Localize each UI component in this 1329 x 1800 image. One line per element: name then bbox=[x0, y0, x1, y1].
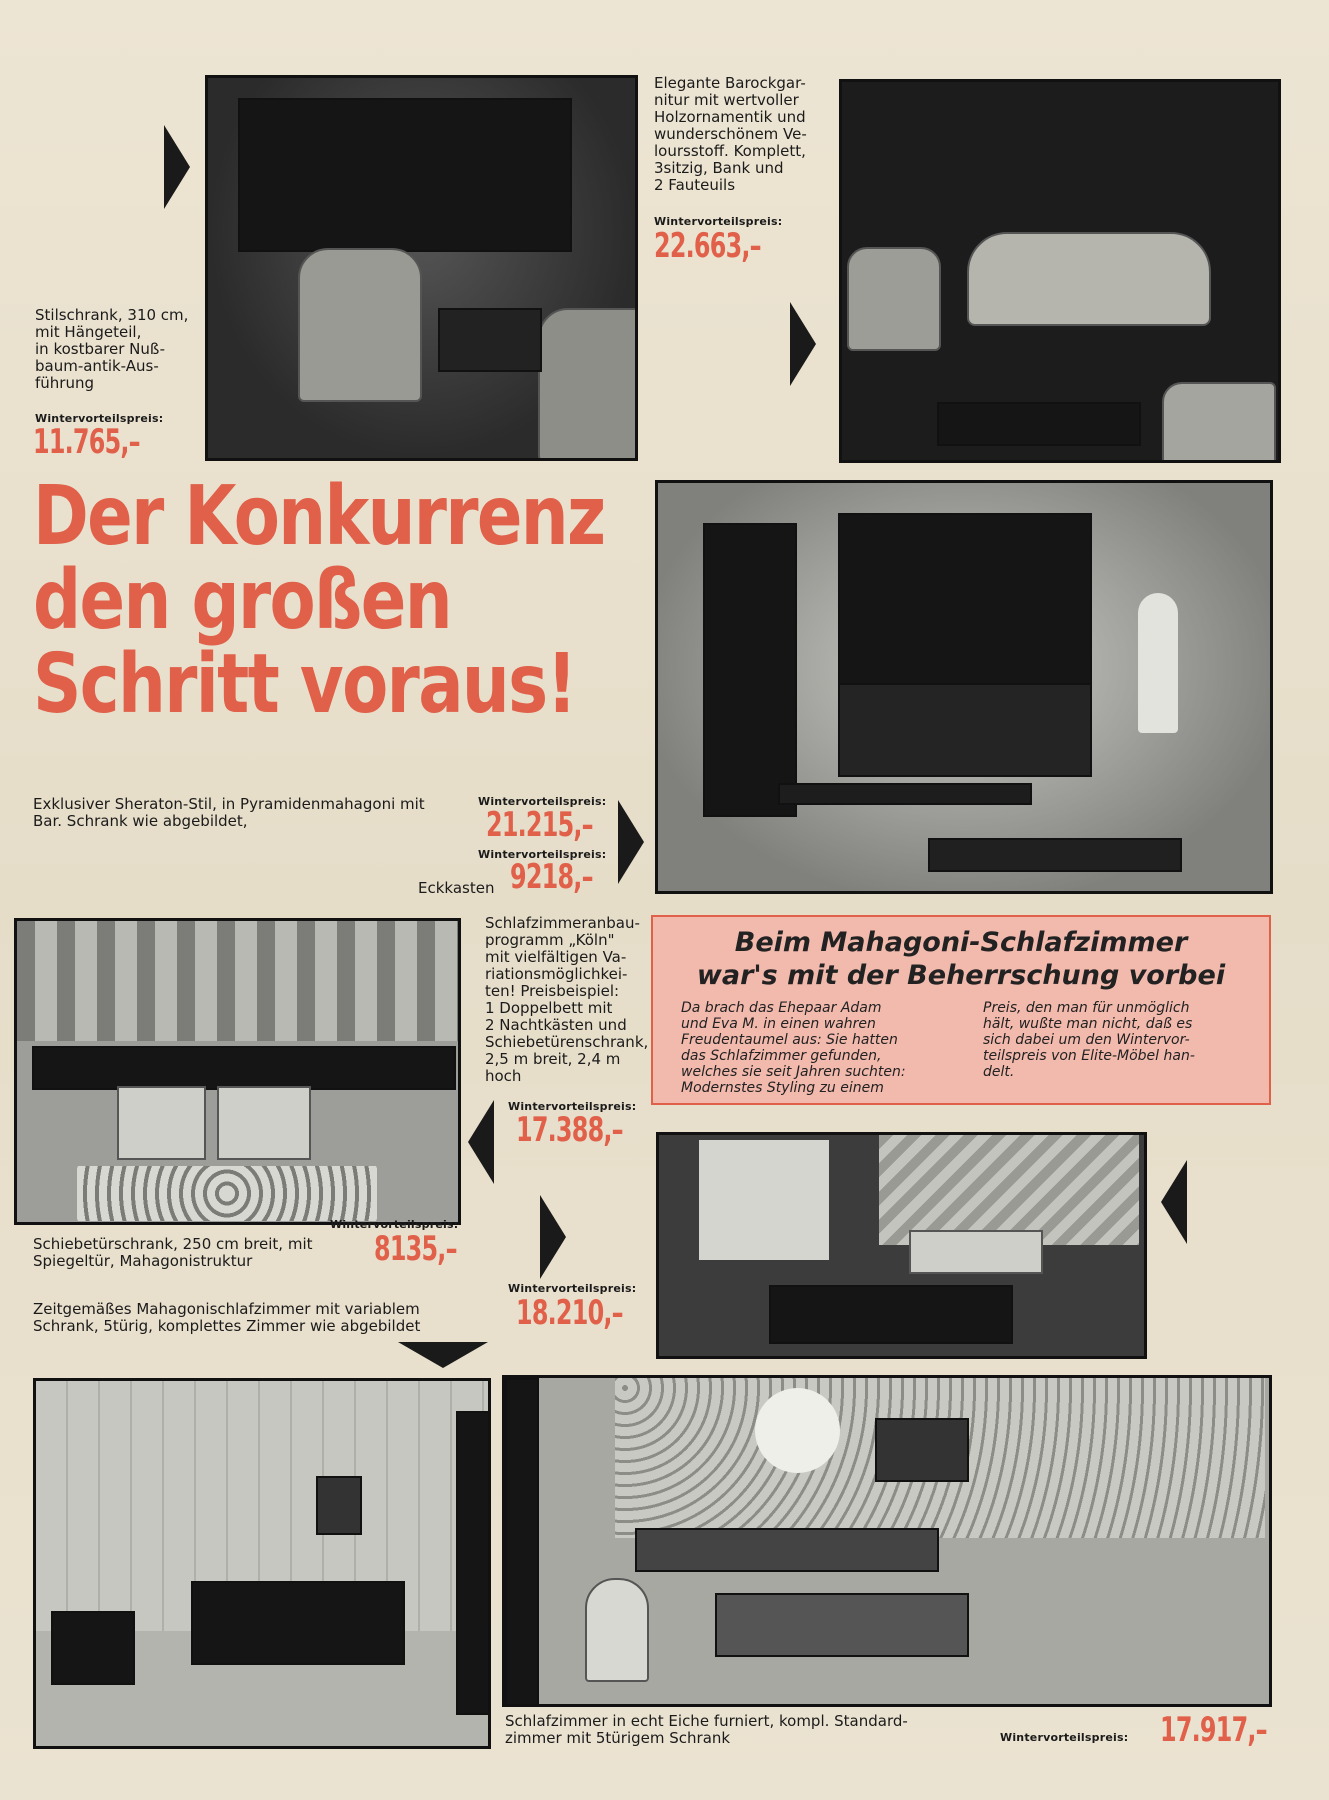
arrow-right-icon bbox=[164, 125, 190, 209]
caption-line: 3sitzig, Bank und bbox=[654, 159, 784, 177]
story-box bbox=[651, 915, 1271, 1105]
caption-line: ten! Preisbeispiel: bbox=[485, 982, 620, 1000]
caption-schiebe bbox=[33, 1236, 363, 1270]
price-stilschrank: 11.765,– bbox=[33, 422, 140, 462]
curtain-shape bbox=[699, 1140, 829, 1260]
arrow-left-icon bbox=[1161, 1160, 1187, 1244]
caption-line: riationsmöglichkei- bbox=[485, 965, 628, 983]
sofa-shape bbox=[967, 232, 1211, 326]
price-label: Wintervorteilspreis: bbox=[508, 1282, 637, 1295]
caption-line: zimmer mit 5türigem Schrank bbox=[505, 1729, 731, 1747]
caption-line: nitur mit wertvoller bbox=[654, 91, 799, 109]
price-schiebe: 8135,– bbox=[374, 1229, 457, 1269]
arrow-right-icon bbox=[790, 302, 816, 386]
picture-frame bbox=[875, 1418, 969, 1482]
arrow-down-icon bbox=[398, 1342, 488, 1368]
caption-line: Spiegeltür, Mahagonistruktur bbox=[33, 1252, 253, 1270]
arrow-left-icon bbox=[468, 1100, 494, 1184]
story-title-line: war's mit der Beherrschung vorbei bbox=[696, 960, 1226, 991]
wardrobe-shape bbox=[505, 1378, 539, 1707]
caption-line: loursstoff. Komplett, bbox=[654, 142, 806, 160]
story-line: Modernstes Styling zu einem bbox=[681, 1080, 884, 1096]
caption-koeln bbox=[485, 914, 649, 1085]
photo-barock bbox=[839, 79, 1281, 463]
photo-schiebe bbox=[656, 1132, 1147, 1359]
caption-line: Zeitgemäßes Mahagonischlafzimmer mit variablem bbox=[33, 1300, 420, 1318]
caption-line: Holzornamentik und bbox=[654, 108, 806, 126]
photo-stilschrank bbox=[205, 75, 638, 461]
table-shape bbox=[769, 1285, 1013, 1344]
price-eckkasten: 9218,– bbox=[510, 857, 593, 897]
arrow-right-icon bbox=[618, 800, 644, 884]
headline bbox=[33, 469, 605, 732]
caption-stilschrank bbox=[35, 307, 195, 392]
table-shape bbox=[937, 402, 1141, 446]
caption-line: mit vielfältigen Va- bbox=[485, 948, 627, 966]
rug-shape bbox=[77, 1166, 377, 1221]
story-line: Da brach das Ehepaar Adam bbox=[681, 1000, 882, 1016]
story-title-line: Beim Mahagoni-Schlafzimmer bbox=[734, 927, 1188, 958]
caption-line: baum-antik-Aus- bbox=[35, 357, 159, 375]
bed-shape bbox=[217, 1086, 311, 1160]
caption-line: hoch bbox=[485, 1067, 522, 1085]
armchair-shape bbox=[1162, 382, 1276, 463]
price-label: Wintervorteilspreis: bbox=[654, 215, 783, 228]
caption-line: Stilschrank, 310 cm, bbox=[35, 306, 189, 324]
photo-koeln bbox=[14, 918, 461, 1225]
photo-sheraton bbox=[655, 480, 1273, 894]
caption-line: Schiebetürschrank, 250 cm breit, mit bbox=[33, 1235, 313, 1253]
picture-frame bbox=[316, 1476, 362, 1535]
story-line: teilspreis von Elite-Möbel han- bbox=[983, 1048, 1195, 1064]
price-label: Wintervorteilspreis: bbox=[508, 1100, 637, 1113]
price-barock: 22.663,– bbox=[654, 226, 761, 266]
story-line: delt. bbox=[983, 1064, 1015, 1080]
story-line: hält, wußte man nicht, daß es bbox=[983, 1016, 1193, 1032]
photo-zeitgemaess bbox=[33, 1378, 491, 1749]
caption-line: 2 Nachtkästen und bbox=[485, 1016, 627, 1034]
armchair-shape bbox=[298, 248, 422, 402]
caption-line: wunderschönem Ve- bbox=[654, 125, 807, 143]
price-sheraton: 21.215,– bbox=[486, 805, 593, 845]
story-line: sich dabei um den Wintervor- bbox=[983, 1032, 1190, 1048]
price-label: Wintervorteilspreis: bbox=[478, 795, 607, 808]
price-label: Wintervorteilspreis: bbox=[478, 848, 607, 861]
wallpaper-palms bbox=[17, 921, 458, 1041]
price-label: Wintervorteilspreis: bbox=[330, 1218, 459, 1231]
armchair-shape bbox=[538, 308, 638, 461]
caption-line: 2,5 m breit, 2,4 m bbox=[485, 1050, 621, 1068]
birdcage-shape bbox=[585, 1578, 649, 1682]
story-line: und Eva M. in einen wahren bbox=[681, 1016, 876, 1032]
caption-line: Elegante Barockgar- bbox=[654, 74, 806, 92]
story-column-2 bbox=[983, 1000, 1253, 1080]
price-eiche: 17.917,– bbox=[1160, 1710, 1267, 1750]
caption-eiche bbox=[505, 1713, 965, 1747]
price-zeitgemaess: 18.210,– bbox=[516, 1293, 623, 1333]
headboard-shape bbox=[635, 1528, 939, 1572]
caption-zeitgemaess bbox=[33, 1301, 493, 1335]
headline-line: Schritt voraus! bbox=[33, 637, 576, 732]
price-label: Wintervorteilspreis: bbox=[35, 412, 164, 425]
story-line: Freudentaumel aus: Sie hatten bbox=[681, 1032, 898, 1048]
caption-line: 2 Fauteuils bbox=[654, 176, 736, 194]
arrow-right-icon bbox=[540, 1195, 566, 1279]
table-shape bbox=[778, 783, 1032, 805]
armchair-shape bbox=[847, 247, 941, 351]
story-line: das Schlafzimmer gefunden, bbox=[681, 1048, 882, 1064]
statue-shape bbox=[1138, 593, 1178, 733]
lamp-shape bbox=[755, 1388, 840, 1473]
corner-cabinet-shape bbox=[703, 523, 797, 817]
caption-line: Schlafzimmer in echt Eiche furniert, kompl. Standard- bbox=[505, 1712, 908, 1730]
story-column-1 bbox=[681, 1000, 951, 1096]
price-koeln: 17.388,– bbox=[516, 1110, 623, 1150]
headline-line: den großen bbox=[33, 553, 451, 648]
cabinet-shape bbox=[238, 98, 572, 252]
caption-line: Exklusiver Sheraton-Stil, in Pyramidenmahagoni mit bbox=[33, 795, 425, 813]
caption-line: in kostbarer Nuß- bbox=[35, 340, 166, 358]
table-shape bbox=[438, 308, 542, 372]
headline-line: Der Konkurrenz bbox=[33, 469, 605, 564]
bed-shape bbox=[191, 1581, 405, 1665]
story-line: welches sie seit Jahren suchten: bbox=[681, 1064, 906, 1080]
bed-shape bbox=[715, 1593, 969, 1657]
bench-shape bbox=[928, 838, 1182, 872]
price-label: Wintervorteilspreis: bbox=[1000, 1731, 1129, 1744]
caption-sheraton bbox=[33, 796, 473, 830]
photo-eiche bbox=[502, 1375, 1272, 1707]
sideboard-shape bbox=[838, 683, 1092, 777]
dresser-shape bbox=[51, 1611, 135, 1685]
caption-line: Schrank, 5türig, komplettes Zimmer wie abgebildet bbox=[33, 1317, 421, 1335]
caption-line: führung bbox=[35, 374, 94, 392]
bed-shape bbox=[117, 1086, 206, 1160]
caption-line: 1 Doppelbett mit bbox=[485, 999, 613, 1017]
caption-line: Bar. Schrank wie abgebildet, bbox=[33, 812, 248, 830]
caption-line: mit Hängeteil, bbox=[35, 323, 142, 341]
caption-barock bbox=[654, 75, 829, 194]
caption-line: Schiebetürenschrank, bbox=[485, 1033, 649, 1051]
caption-line: Schlafzimmeranbau- bbox=[485, 914, 640, 932]
wallpaper-shape bbox=[879, 1135, 1139, 1245]
headboard-shape bbox=[32, 1046, 456, 1090]
bed-shape bbox=[909, 1230, 1043, 1274]
caption-line: programm „Köln" bbox=[485, 931, 615, 949]
eckkasten-label: Eckkasten bbox=[418, 879, 495, 897]
story-line: Preis, den man für unmöglich bbox=[983, 1000, 1190, 1016]
wardrobe-shape bbox=[456, 1411, 491, 1715]
